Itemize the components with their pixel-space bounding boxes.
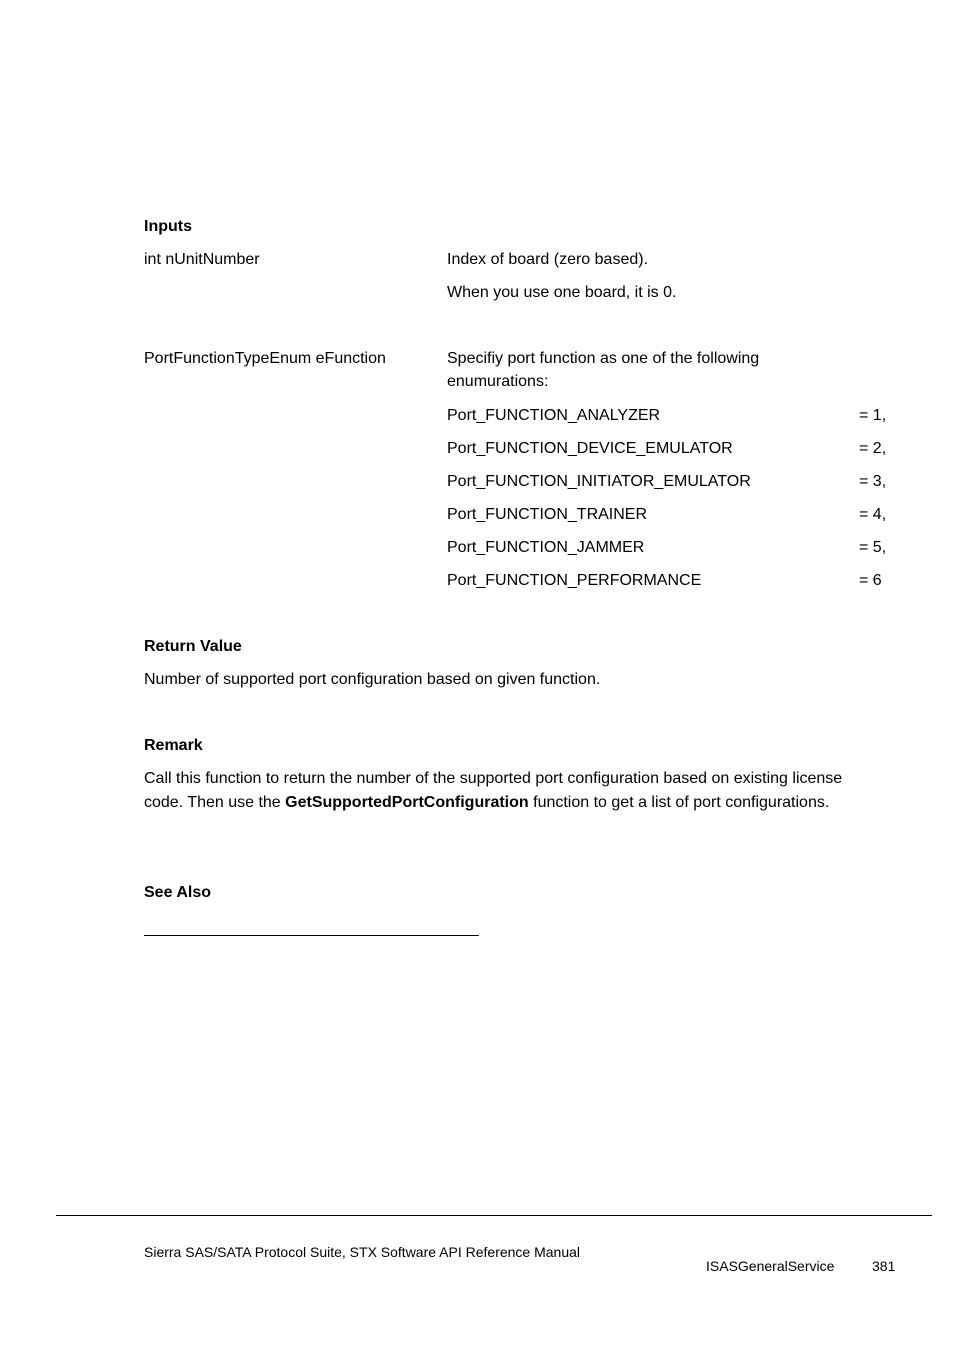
remark-function-link: GetSupportedPortConfiguration [285, 793, 529, 811]
param-desc-function-line2: enumurations: [447, 373, 549, 390]
enum-value: = 2, [859, 440, 887, 457]
inputs-heading: Inputs [144, 218, 192, 235]
remark-heading: Remark [144, 737, 203, 754]
remark-text-after: function to get a list of port configurations. [528, 793, 830, 811]
return-value-text: Number of supported port configuration based on given function. [144, 671, 601, 688]
footer-page-number: 381 [872, 1258, 896, 1274]
enum-value: = 4, [859, 506, 887, 523]
footer-manual-title: Sierra SAS/SATA Protocol Suite, STX Software API Reference Manual [144, 1244, 581, 1260]
param-desc-function-line1: Specifiy port function as one of the following [447, 350, 760, 367]
see-also-heading: See Also [144, 884, 211, 901]
enum-name: Port_FUNCTION_ANALYZER [447, 407, 661, 424]
enum-name: Port_FUNCTION_JAMMER [447, 539, 645, 556]
param-desc-unit-number-line2: When you use one board, it is 0. [447, 284, 677, 301]
param-name-function: PortFunctionTypeEnum eFunction [144, 350, 386, 367]
footer-section: ISASGeneralService [706, 1258, 835, 1274]
param-desc-unit-number-line1: Index of board (zero based). [447, 251, 649, 268]
enum-name: Port_FUNCTION_DEVICE_EMULATOR [447, 440, 733, 457]
enum-value: = 6 [859, 572, 882, 589]
remark-text-before: Call this function to return the number of the supported port configuration based on existing license code. Then use the [144, 770, 843, 811]
remark-paragraph [144, 767, 884, 814]
enum-value: = 3, [859, 473, 887, 490]
enum-value: = 1, [859, 407, 887, 424]
enum-name: Port_FUNCTION_INITIATOR_EMULATOR [447, 473, 751, 490]
enum-value: = 5, [859, 539, 887, 556]
see-also-divider [144, 935, 479, 936]
footer-divider [56, 1215, 932, 1216]
param-name-unit-number: int nUnitNumber [144, 251, 260, 268]
enum-name: Port_FUNCTION_PERFORMANCE [447, 572, 702, 589]
enum-name: Port_FUNCTION_TRAINER [447, 506, 648, 523]
return-value-heading: Return Value [144, 638, 242, 655]
